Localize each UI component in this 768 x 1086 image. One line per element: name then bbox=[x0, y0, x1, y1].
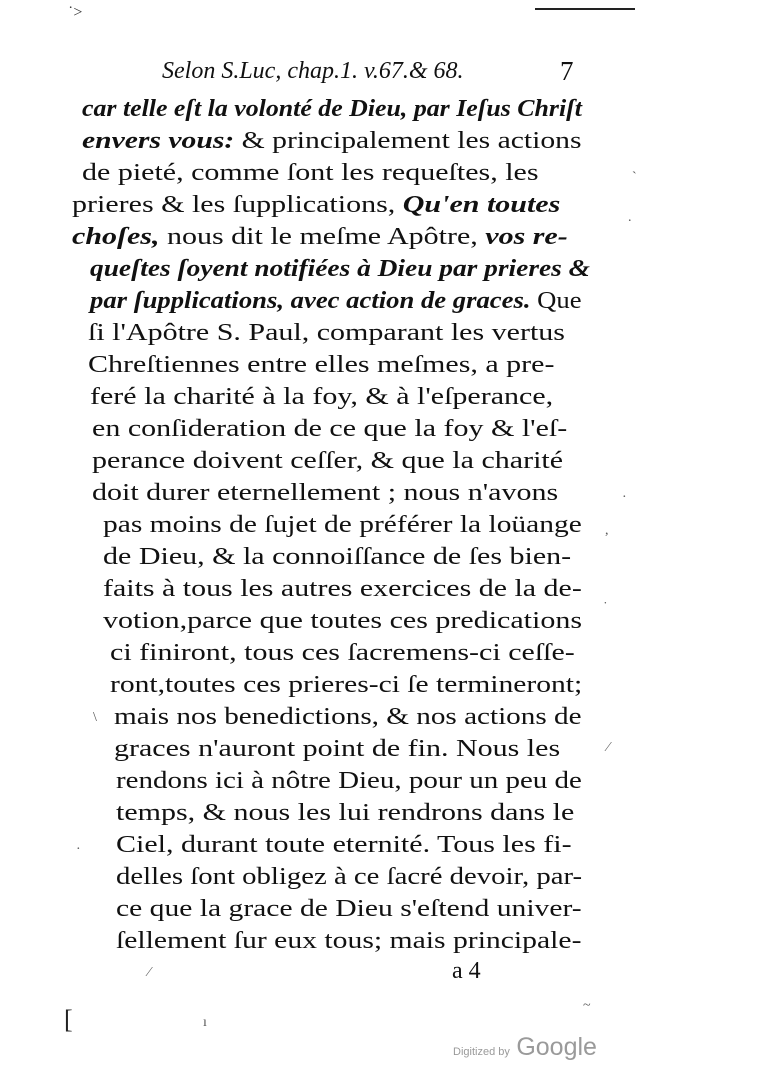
speck: ` bbox=[632, 170, 637, 185]
text-segment: ſi l'Apôtre S. Paul, comparant les vertus bbox=[88, 320, 565, 346]
text-segment: ront,toutes ces prieres-ci ſe termineront; bbox=[110, 672, 583, 698]
speck: \ bbox=[93, 710, 97, 725]
margin-bracket: [ bbox=[64, 1005, 73, 1034]
speck: ˙ bbox=[603, 600, 608, 615]
text-segment: faits à tous les autres exercices de la de- bbox=[103, 576, 582, 602]
text-line bbox=[92, 477, 558, 509]
text-line bbox=[116, 925, 581, 957]
text-line bbox=[90, 381, 553, 413]
text-line bbox=[116, 797, 574, 829]
text-line bbox=[103, 605, 582, 637]
top-rule bbox=[535, 8, 635, 10]
google-logo: Google bbox=[516, 1033, 597, 1061]
text-segment: de pieté, comme ſont les requeſtes, les bbox=[82, 160, 539, 186]
text-segment: rendons ici à nôtre Dieu, pour un peu de bbox=[116, 768, 582, 794]
text-segment: en conſideration de ce que la foy & l'eſ- bbox=[92, 416, 568, 442]
text-line bbox=[90, 253, 590, 285]
text-segment: graces n'auront point de fin. Nous les bbox=[114, 736, 561, 762]
text-segment: Que bbox=[530, 288, 582, 314]
speck: ⁄ bbox=[607, 740, 610, 755]
signature-mark: a 4 bbox=[452, 958, 481, 984]
speck: ⁄ bbox=[148, 965, 151, 980]
text-line bbox=[103, 573, 582, 605]
page-number: 7 bbox=[560, 56, 574, 86]
text-line bbox=[114, 733, 560, 765]
watermark-prefix: Digitized by bbox=[453, 1046, 510, 1058]
text-segment: perance doivent ceſſer, & que la charité bbox=[92, 448, 564, 474]
italic-segment: queſtes ſoyent notifiées à Dieu par prieres & bbox=[90, 256, 590, 282]
speck: ~ bbox=[583, 998, 591, 1013]
ink-mark: ˙> bbox=[68, 4, 83, 21]
text-line bbox=[72, 189, 560, 221]
text-segment: votion,parce que toutes ces predications bbox=[103, 608, 583, 634]
text-segment: & principalement les actions bbox=[234, 128, 582, 154]
text-line bbox=[114, 701, 582, 733]
text-segment: ſellement ſur eux tous; mais principale- bbox=[116, 928, 582, 954]
italic-segment: choſes, bbox=[72, 224, 160, 250]
text-line bbox=[110, 637, 575, 669]
text-segment: feré la charité à la foy, & à l'eſperance, bbox=[90, 384, 554, 410]
italic-segment: envers vous: bbox=[82, 128, 235, 154]
speck: · bbox=[622, 490, 627, 505]
italic-segment: Qu'en toutes bbox=[402, 192, 561, 218]
text-segment: ce que la grace de Dieu s'eſtend univer- bbox=[116, 896, 582, 922]
text-line bbox=[92, 445, 563, 477]
text-line bbox=[116, 861, 582, 893]
text-line bbox=[82, 125, 581, 157]
text-segment: de Dieu, & la connoiſſance de ſes bien- bbox=[103, 544, 572, 570]
speck: , bbox=[605, 523, 609, 538]
running-title: Selon S.Luc, chap.1. v.67.& 68. bbox=[162, 58, 464, 84]
speck: . bbox=[628, 210, 632, 225]
text-line bbox=[116, 893, 582, 925]
italic-segment: par ſupplications, avec action de graces. bbox=[90, 288, 531, 314]
text-line bbox=[103, 541, 571, 573]
text-line bbox=[90, 285, 582, 317]
speck: · bbox=[76, 842, 81, 857]
text-line bbox=[82, 157, 539, 189]
text-line bbox=[88, 317, 565, 349]
text-segment: delles ſont obligez à ce ſacré devoir, par- bbox=[116, 864, 583, 890]
text-segment: Ciel, durant toute eternité. Tous les fi- bbox=[116, 832, 572, 858]
text-segment: Chreſtiennes entre elles meſmes, a pre- bbox=[88, 352, 555, 378]
text-line bbox=[116, 765, 582, 797]
digitization-watermark bbox=[453, 1033, 597, 1062]
text-segment: temps, & nous les lui rendrons dans le bbox=[116, 800, 575, 826]
text-line bbox=[116, 829, 572, 861]
text-segment: ci finiront, tous ces ſacremens-ci ceſſe- bbox=[110, 640, 575, 666]
text-line bbox=[82, 93, 582, 125]
text-line bbox=[72, 221, 568, 253]
text-line bbox=[88, 349, 554, 381]
text-segment: doit durer eternellement ; nous n'avons bbox=[92, 480, 559, 506]
speck: ı bbox=[203, 1015, 207, 1030]
text-line bbox=[92, 413, 567, 445]
text-segment: nous dit le meſme Apôtre, bbox=[159, 224, 486, 250]
italic-segment: vos re- bbox=[485, 224, 568, 250]
text-segment: prieres & les ſupplications, bbox=[72, 192, 403, 218]
text-line bbox=[103, 509, 582, 541]
italic-segment: car telle eſt la volonté de Dieu, par Ieſus Chriſt bbox=[82, 96, 582, 122]
text-segment: mais nos benedictions, & nos actions de bbox=[114, 704, 582, 730]
text-segment: pas moins de ſujet de préférer la loüange bbox=[103, 512, 582, 538]
text-line bbox=[110, 669, 582, 701]
